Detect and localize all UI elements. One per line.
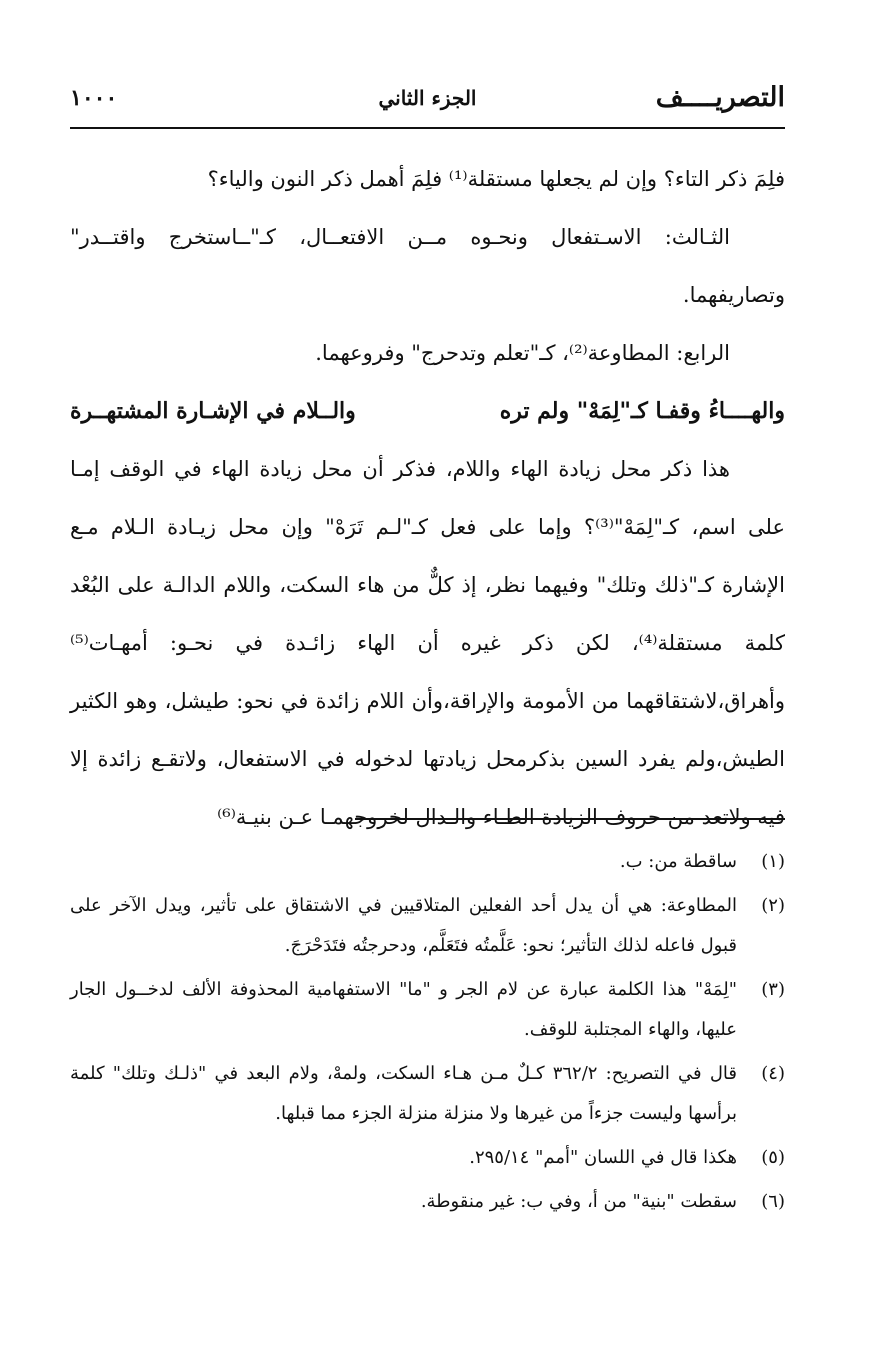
page-number: ١٠٠٠ [70, 85, 118, 111]
footnote-divider [355, 818, 785, 820]
verse-heading [70, 382, 785, 440]
section-title: التصريــــف [655, 82, 785, 113]
footnote-text: "لِمَهْ" هذا الكلمة عبارة عن لام الجر و "ما" الاستفهامية المحذوفة الألف لدخــول الجار عليها، والهاء المجتلبة للوقف. [70, 979, 737, 1040]
footnote-text: المطاوعة: هي أن يدل أحد الفعلين المتلاقيين في الاشتقاق على تأثير، ويدل الآخر على قبول فاعله لذلك التأثير؛ نحو: عَلَّمتُه فتَعَلَّم، ودحرجتُه فتَدَحْرَجَ. [70, 895, 737, 956]
footnote-number: (٤) [761, 1063, 785, 1084]
running-header [70, 78, 785, 118]
paragraph-4: هذا ذكر محل زيادة الهاء واللام، فذكر أن محل زيادة الهاء في الوقف إمـا على اسم، كـ"لِمَهْ"⁽³⁾؟ وإما على فعل كـ"لـم تَرَهْ" وإن محل زيـادة الـلام مـع الإشارة كـ"ذلك وتلك" وفيهما نظر، إذ كلٌّ من هاء السكت، واللام الدالـة على البُعْد كلمة مستقلة⁽⁴⁾، لكن ذكر غيره أن الهاء زائـدة في نحـو: أمهـات⁽⁵⁾ وأهراق،لاشتقاقهما من الأمومة والإراقة،وأن اللام زائدة في نحو: طيشل، وهو الكثير الطيش،ولم يفرد السين بذكرمحل زيادتها لدخوله في الاستفعال، ولاتقـع زائدة إلا فيه ولاتعد من حروف الزيادة الطـاء والـدال لخروجهمـا عـن بنيـة⁽⁶⁾ [70, 457, 785, 829]
paragraph-3: الرابع: المطاوعة⁽²⁾، كـ"تعلم وتدحرج" وفروعهما. [315, 341, 730, 365]
verse-second-hemistich: والــلام في الإشـارة المشتهــرة [70, 398, 356, 424]
footnote-text: قال في التصريح: ٣٦٢/٢ كـلٌ مـن هـاء السكت، ولمهْ، ولام البعد في "ذلـك وتلك" كلمة برأسها وليست جزءاً من غيرها ولا منزلة منزلة الجزء مما قبلها. [70, 1063, 737, 1124]
footnote-item [70, 1054, 785, 1134]
footnote-number: (٦) [761, 1191, 785, 1212]
verse-first-hemistich: والهــــاءُ وقفـا كـ"لِمَهْ" ولم تره [499, 398, 785, 424]
footnote-item [70, 886, 785, 966]
footnote-number: (١) [761, 851, 785, 872]
footnote-item [70, 842, 785, 882]
footnote-text: هكذا قال في اللسان "أمم" ٢٩٥/١٤. [469, 1147, 737, 1168]
paragraph-1: فلِمَ ذكر التاء؟ وإن لم يجعلها مستقلة⁽¹⁾ فلِمَ أهمل ذكر النون والياء؟ [207, 167, 785, 191]
footnote-number: (٢) [761, 895, 785, 916]
footnote-item [70, 970, 785, 1050]
footnote-item [70, 1182, 785, 1222]
footnote-item [70, 1138, 785, 1178]
volume-label: الجزء الثاني [378, 86, 477, 110]
footnotes [70, 842, 785, 1226]
footnote-number: (٣) [761, 979, 785, 1000]
footnote-number: (٥) [761, 1147, 785, 1168]
header-divider [70, 127, 785, 129]
footnote-text: ساقطة من: ب. [619, 851, 737, 872]
paragraph-2: الثـالث: الاسـتفعال ونحـوه مــن الافتعــال، كـ"ــاستخرج واقتــدر" وتصاريفهما. [70, 225, 785, 307]
main-text [70, 150, 785, 846]
footnote-text: سقطت "بنية" من أ، وفي ب: غير منقوطة. [420, 1191, 737, 1212]
